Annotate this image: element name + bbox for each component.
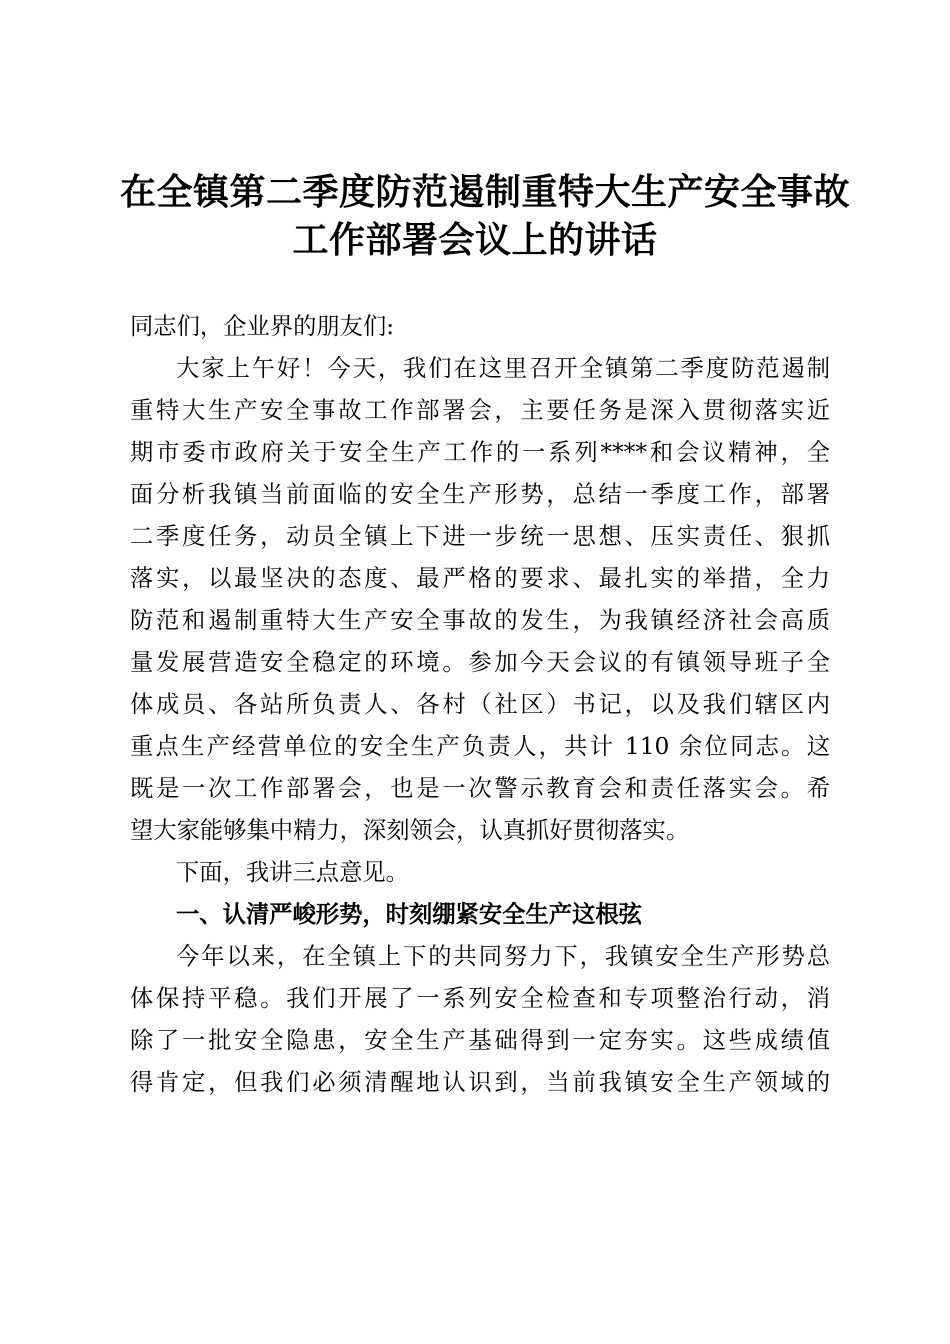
paragraph-line: 望大家能够集中精力，深刻领会，认真抓好贯彻落实。 — [130, 817, 690, 844]
paragraph-line: 重特大生产安全事故工作部署会，主要任务是深入贯彻落实近 — [130, 397, 830, 424]
paragraph-section-1 — [130, 936, 830, 1104]
paragraph-line: 除了一批安全隐患，安全生产基础得到一定夯实。这些成绩值 — [130, 1027, 830, 1054]
paragraph-line: 落实，以最坚决的态度、最严格的要求、最扎实的举措，全力 — [130, 565, 830, 592]
paragraph-line: 面分析我镇当前面临的安全生产形势，总结一季度工作，部署 — [130, 481, 830, 508]
paragraph-line: 期市委市政府关于安全生产工作的一系列****和会议精神，全 — [130, 439, 830, 466]
title-line-2: 工作部署会议上的讲话 — [292, 219, 658, 261]
paragraph-line: 体成员、各站所负责人、各村（社区）书记，以及我们辖区内 — [130, 691, 830, 718]
paragraph-line: 体保持平稳。我们开展了一系列安全检查和专项整治行动，消 — [130, 985, 830, 1012]
paragraph-line: 今年以来，在全镇上下的共同努力下，我镇安全生产形势总 — [176, 943, 830, 970]
paragraph-line: 既是一次工作部署会，也是一次警示教育会和责任落实会。希 — [130, 775, 830, 802]
document-title — [120, 168, 851, 264]
paragraph-transition: 下面，我讲三点意见。 — [176, 859, 409, 886]
paragraph-line: 二季度任务，动员全镇上下进一步统一思想、压实责任、狠抓 — [130, 523, 830, 550]
section-heading-1: 一、认清严峻形势，时刻绷紧安全生产这根弦 — [176, 901, 642, 928]
paragraph-line: 重点生产经营单位的安全生产负责人，共计 110 余位同志。这 — [130, 733, 830, 760]
paragraph-line: 防范和遏制重特大生产安全事故的发生，为我镇经济社会高质 — [130, 607, 830, 634]
paragraph-opening — [130, 348, 830, 852]
paragraph-line: 得肯定，但我们必须清醒地认识到，当前我镇安全生产领域的 — [130, 1069, 830, 1096]
paragraph-line: 量发展营造安全稳定的环境。参加今天会议的有镇领导班子全 — [130, 649, 830, 676]
title-line-1: 在全镇第二季度防范遏制重特大生产安全事故 — [120, 171, 851, 213]
paragraph-line: 大家上午好！今天，我们在这里召开全镇第二季度防范遏制 — [176, 355, 830, 382]
salutation: 同志们，企业界的朋友们: — [130, 313, 395, 340]
document-body — [130, 306, 830, 1104]
